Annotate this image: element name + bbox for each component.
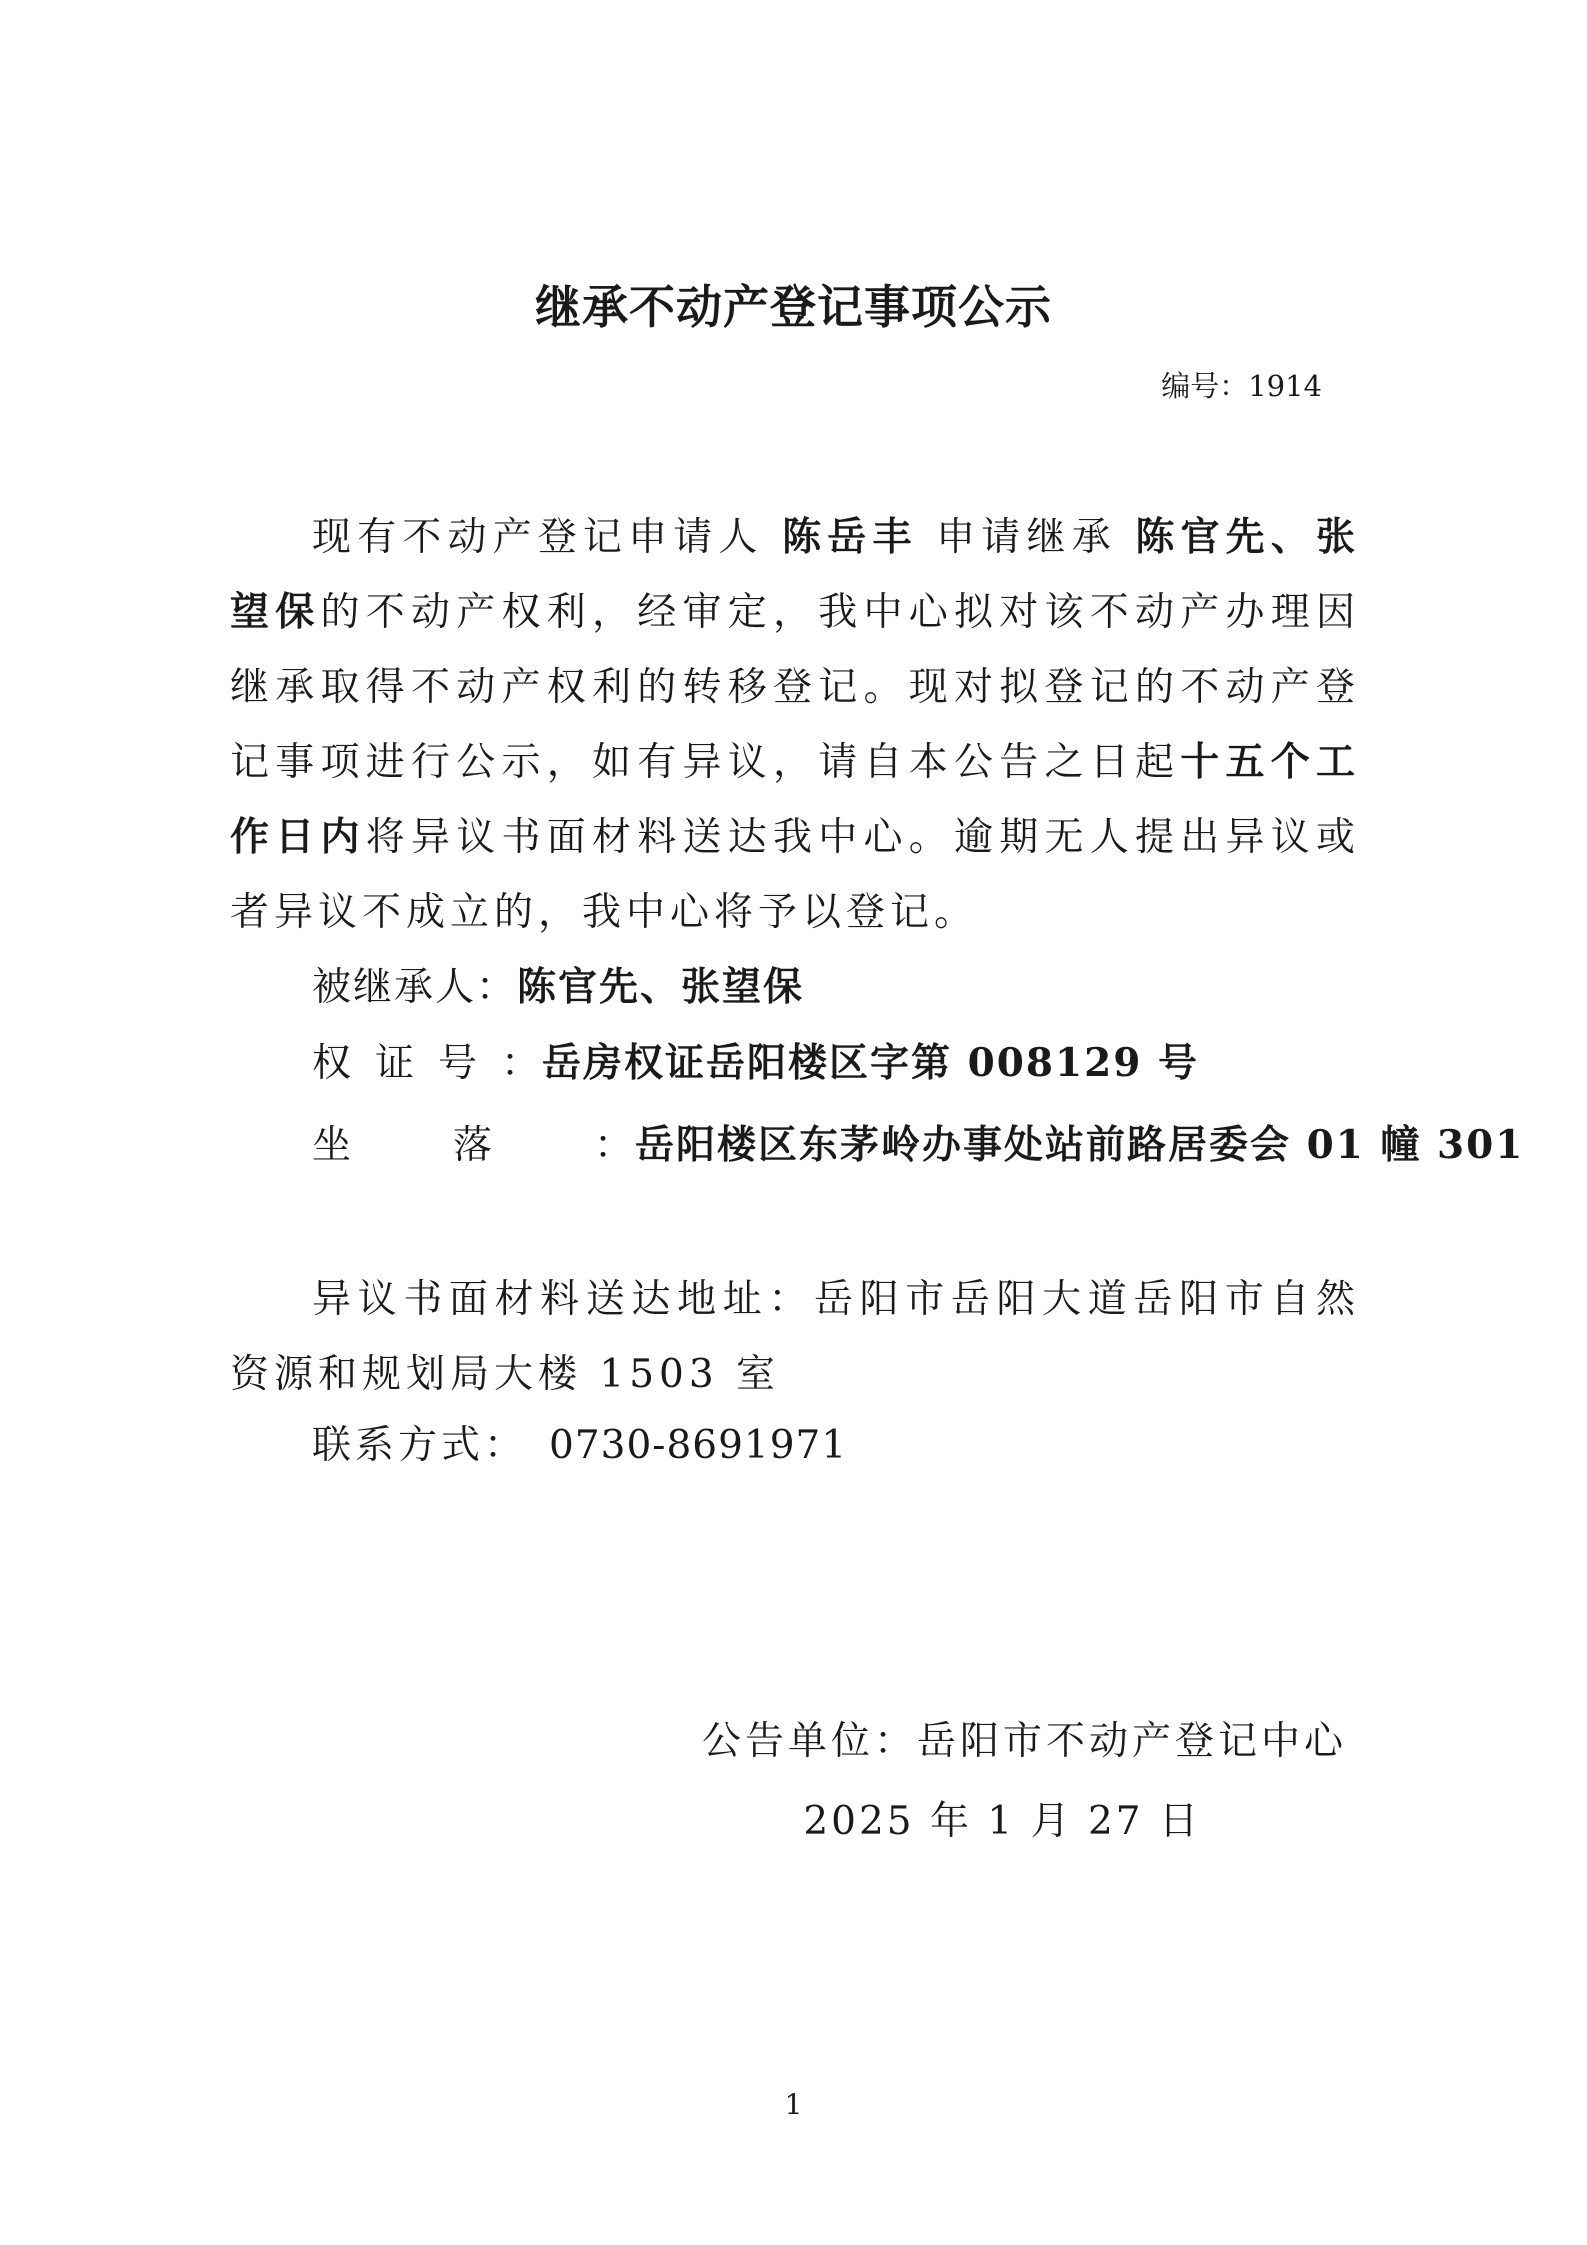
certificate-colon: ： [501, 1041, 543, 1086]
location-value: 岳阳楼区东茅岭办事处站前路居委会 01 幢 301 [635, 1122, 1525, 1168]
detail-certificate [312, 1033, 1199, 1094]
page-title: 继承不动产登记事项公示 [535, 280, 1052, 334]
contact-line [312, 1416, 847, 1476]
contact-phone: 0730-8691971 [549, 1423, 848, 1468]
detail-decedent [312, 957, 804, 1018]
issue-date: 2025 年 1 月 27 日 [803, 1799, 1201, 1844]
decedent-label: 被继承人： [312, 965, 518, 1010]
location-label: 坐落 [312, 1123, 595, 1168]
issuer: 公告单位：岳阳市不动产登记中心 [701, 1719, 1347, 1764]
decedent-names: 陈官先、张望保 [230, 514, 1360, 635]
deadline-text: 十五个工作日内 [230, 739, 1360, 860]
certificate-label: 权证号 [312, 1041, 502, 1086]
body-text-a: 的不动产权利，经审定，我中心拟对该不动产办理因继承取得不动产权利的转移登记。现对拟登记的不动产登记事项进行公示，如有异议，请自本公告之日起 [230, 590, 1360, 785]
intro-text: 现有不动产登记申请人 [312, 515, 764, 560]
detail-location [312, 1115, 1524, 1176]
notice-body [230, 500, 1360, 950]
body-text-b: 将异议书面材料送达我中心。逾期无人提出异议或者异议不成立的，我中心将予以登记。 [230, 815, 1360, 935]
applicant-name: 陈岳丰 [782, 514, 918, 560]
contact-label: 联系方式： [312, 1423, 528, 1468]
document-number: 编号：1914 [1161, 369, 1322, 403]
location-colon: ： [594, 1123, 636, 1168]
decedent-value: 陈官先、张望保 [517, 964, 805, 1010]
page-number: 1 [784, 2088, 803, 2121]
apply-text: 申请继承 [936, 515, 1117, 560]
certificate-value: 岳房权证岳阳楼区字第 008129 号 [542, 1040, 1200, 1086]
objection-address: 异议书面材料送达地址：岳阳市岳阳大道岳阳市自然资源和规划局大楼 1503 室 [230, 1277, 1360, 1397]
